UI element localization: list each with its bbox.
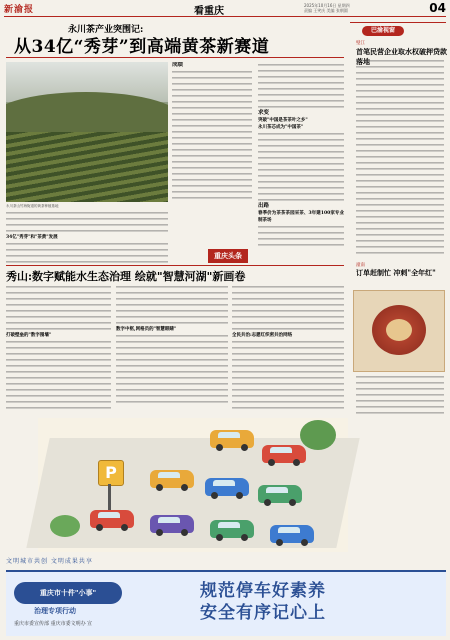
lead-body-col-1	[172, 62, 252, 202]
lead-subhead-2c: 永川茶芯成为"中国茶"	[258, 125, 304, 130]
campaign-slogan-line-2: 安全有序记心上	[200, 603, 326, 623]
campaign-organizers: 重庆市委宣传部 重庆市委文明办 宣	[14, 621, 93, 627]
issue-date: 2025年10月16日 星期四	[304, 3, 350, 8]
lead-headline: 从34亿“秀芽”到高端黄茶新赛道	[14, 37, 270, 57]
lead-body-col-0	[6, 210, 168, 264]
car-icon	[90, 510, 134, 528]
right-bottom-headline: 订单赶制忙 冲刺"全年红"	[356, 268, 436, 277]
right-top-location: 璧江	[356, 41, 365, 46]
lead-subhead-3b: 春季价为茶茶茶园采茶、3年建100家专业制茶场	[258, 211, 344, 223]
second-headline: 秀山:数字赋能水生态治理 绘就"智慧河湖"新画卷	[6, 270, 246, 283]
right-top-body	[356, 58, 444, 256]
right-bottom-body	[356, 374, 444, 414]
second-body-col-1	[6, 284, 111, 414]
issue-meta	[304, 3, 350, 13]
lead-subhead-3: 出路	[258, 203, 270, 209]
campaign-slogan	[200, 580, 326, 624]
lead-subhead-2: 求变	[258, 110, 270, 116]
car-icon	[150, 515, 194, 533]
tea-plantation-photo	[6, 62, 168, 202]
parking-sign-icon: P	[98, 460, 124, 486]
red-lantern-photo	[353, 290, 445, 372]
car-icon	[210, 520, 254, 538]
photo-caption: 永川茶山竹海街道的黄茶种植基地	[6, 204, 59, 208]
second-body-col-2	[116, 284, 228, 414]
right-bottom-location: 潼南	[356, 263, 365, 268]
lead-subhead-1: 成绩	[172, 62, 184, 68]
headline-divider	[6, 57, 344, 58]
lead-kicker: 永川茶产业突围记:	[68, 25, 144, 35]
car-icon	[270, 525, 314, 543]
right-top-headline: 首笔民营企业取水权破押贷款落地	[356, 47, 447, 66]
second-subhead-1: 打破壁垒的"数字围墙"	[6, 333, 52, 338]
lead-subhead-2b: 突破"中国是茶茶叶之乡"	[258, 118, 308, 123]
tree-graphic	[300, 420, 336, 450]
section-badge: 巴渝视窗	[362, 26, 404, 36]
campaign-slogan-line-1: 规范停车好素养	[200, 581, 326, 601]
second-divider	[6, 265, 344, 266]
campaign-logo: 重庆市十件"小事"	[14, 582, 122, 604]
civility-slogan: 文明城市共创 文明成果共享	[6, 558, 93, 565]
headline-banner: 重庆头条	[208, 249, 248, 263]
issue-editors: 责编 王笑庆 美编 张朝圆	[304, 8, 348, 13]
page-number: 04	[429, 1, 446, 15]
bush-graphic	[50, 515, 80, 537]
paper-logo: 新渝报	[4, 5, 35, 15]
car-icon	[258, 485, 302, 503]
section-title: 看重庆	[194, 6, 224, 17]
second-subhead-2: 数字中枢,网格员的"智慧眼睛"	[116, 327, 177, 332]
second-subhead-3: 全民共治:志愿红织密共治网络	[232, 333, 293, 338]
car-icon	[262, 445, 306, 463]
car-icon	[210, 430, 254, 448]
lead-body-col-2	[258, 62, 344, 247]
masthead	[4, 2, 446, 17]
campaign-subtitle: 治理专项行动	[34, 606, 76, 615]
car-icon	[205, 478, 249, 496]
right-col-rule	[350, 22, 446, 23]
lead-subhead-0: 34亿"秀芽"和"茶黄"发展	[6, 235, 58, 240]
second-body-col-3	[232, 284, 344, 414]
car-icon	[150, 470, 194, 488]
